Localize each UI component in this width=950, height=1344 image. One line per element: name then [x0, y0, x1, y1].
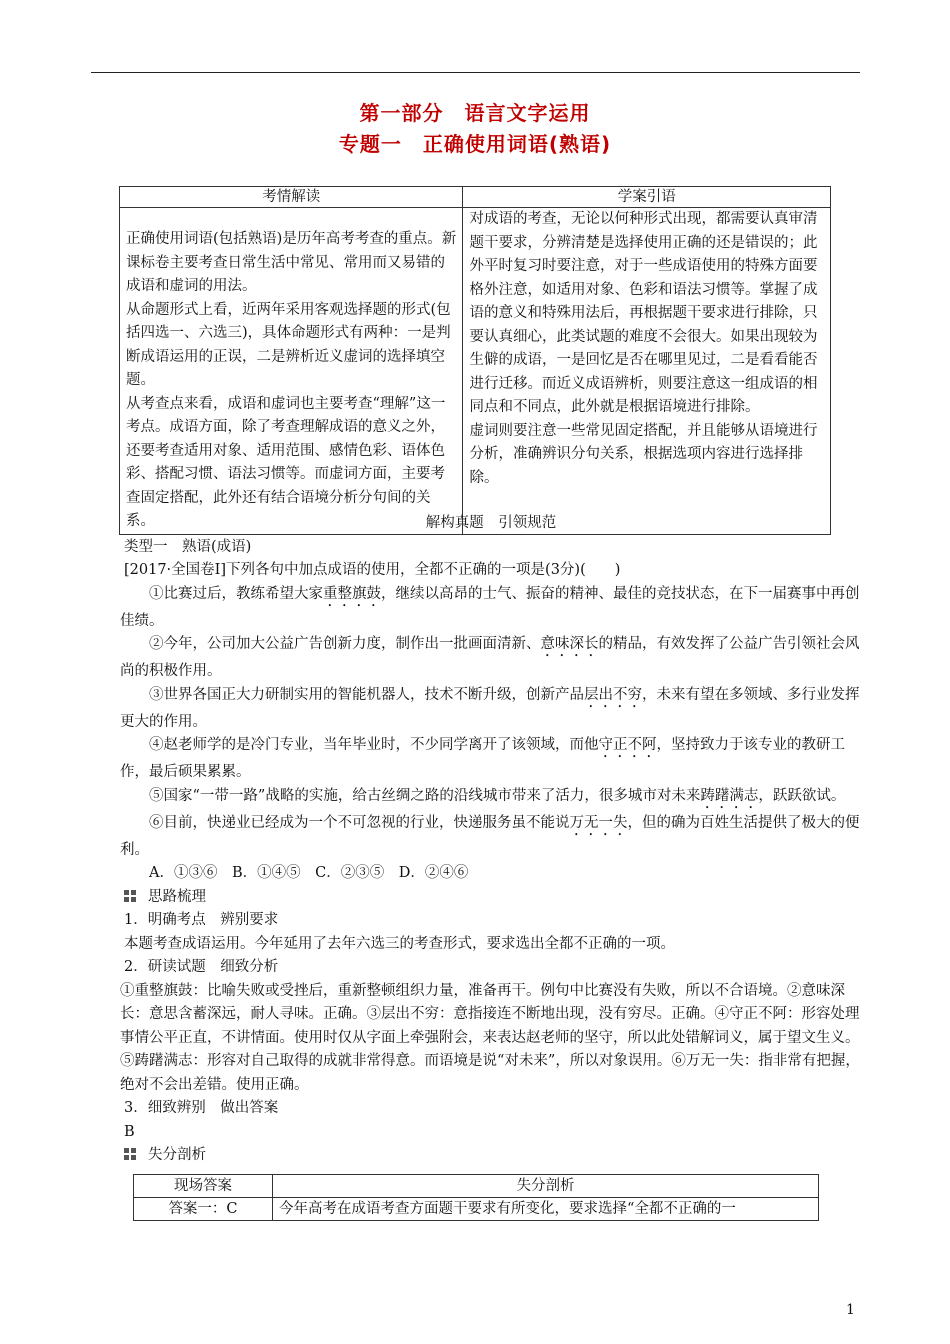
dotted-idiom: 重整旗鼓 [323, 585, 381, 602]
loss-heading [120, 1144, 862, 1168]
question-item [120, 633, 862, 684]
question-item [120, 684, 862, 735]
intro-col2-header: 学案引语 [463, 187, 831, 208]
section-marker-icon [124, 890, 136, 902]
loss-answer-cell: 答案一：C [134, 1198, 273, 1221]
loss-analysis-table [133, 1174, 819, 1221]
dotted-idiom: 意味深长 [540, 636, 599, 652]
step1-text: 本题考查成语运用。今年延用了去年六选三的考查形式，要求选出全都不正确的一项。 [124, 935, 675, 952]
step2-title: 2．研读试题 细致分析 [124, 959, 279, 975]
intro-col2-paragraph: 虚词则要注意一些常见固定搭配，并且能够从语境进行分析，准确辨识分句关系，根据选项内容进行选择排除。 [469, 422, 818, 486]
intro-col1-paragraph: 从命题形式上看，近两年采用客观选择题的形式(包括四选一、六选三)，具体命题形式有两种：一是判断成语运用的正误，二是辨析近义虚词的选择填空题。 [126, 301, 451, 388]
page-number: 1 [846, 1302, 855, 1318]
loss-analysis-cell: 今年高考在成语考查方面题干要求有所变化，要求选择“全都不正确的一 [273, 1198, 819, 1221]
type-label: 类型一 熟语(成语) [124, 538, 252, 555]
step2-text: ①重整旗鼓：比喻失败或受挫后，重新整顿组织力量，准备再干。例句中比赛没有失败，所以不合语境。②意味深长：意思含蓄深远，耐人寻味。正确。③层出不穷：意指接连不断地出现，没有穷尽。正确。④守正不阿：形容处理事情公平正直，不讲情面。使用时仅从字面上牵强附会，来表达赵老师的坚守，所以此处错解词义，属于望文生义。⑤踌躇满志：形容对自己取得的成就非常得意。而语境是说“对未来”，所以对象误用。⑥万无一失：指非常有把握，绝对不会出差错。使用正确。 [120, 982, 860, 1093]
intro-table [119, 186, 831, 535]
question-item [120, 785, 862, 812]
question-item [120, 583, 862, 634]
top-rule [91, 72, 860, 73]
thinking-label: 思路梳理 [148, 888, 206, 905]
intro-col1-paragraph: 正确使用词语(包括熟语)是历年高考考查的重点。新课标卷主要考查日常生活中常见、常用而又易错的成语和虚词的用法。 [126, 231, 457, 294]
loss-label: 失分剖析 [148, 1147, 206, 1163]
item-text: ①比赛过后，教练希望大家 [149, 585, 323, 602]
loss-col2-header: 失分剖析 [273, 1175, 819, 1198]
question-item [120, 812, 862, 863]
intro-col2-paragraph: 对成语的考查，无论以何种形式出现，都需要认真审清题干要求，分辨清楚是选择使用正确的还是错误的；此外平时复习时要注意，对于一些成语使用的特殊方面要格外注意，如适用对象、色彩和语法习惯等。掌握了成语的意义和特殊用法后，再根据题干要求进行排除，只要认真细心，此类试题的难度不会很大。如果出现较为生僻的成语，一是回忆是否在哪里见过，二是看看能否进行迁移。而近义成语辨析，则要注意这一组成语的相同点和不同点，此外就是根据语境进行排除。 [469, 211, 818, 415]
intro-col1-header: 考情解读 [120, 187, 463, 208]
main-body [120, 512, 862, 1168]
item-text: ，继续以高昂的士气、振奋的精神、最佳的竞技状态，在下一届赛事中再创佳绩。 [120, 585, 860, 629]
question-item [120, 734, 862, 785]
step3-title: 3．细致辨别 做出答案 [124, 1100, 279, 1116]
item-text: ，坚持致力于该专业的教研工作，最后硕果累累。 [120, 737, 845, 780]
loss-col1-header: 现场答案 [134, 1175, 273, 1198]
item-text: 的精品，有效发挥了公益广告引领社会风尚的积极作用。 [120, 636, 860, 679]
final-answer: B [124, 1123, 135, 1140]
item-text: ③世界各国正大力研制实用的智能机器人，技术不断升级，创新产品 [149, 686, 584, 703]
item-text: ，未来有望在多领域、多行业发挥更大的作用。 [120, 686, 860, 730]
step1-title: 1．明确考点 辨别要求 [124, 912, 279, 928]
dotted-idiom: 层出不穷 [584, 686, 642, 703]
dotted-idiom: 踌躇满志 [700, 787, 759, 804]
thinking-heading [120, 886, 862, 910]
item-text: ⑥目前，快递业已经成为一个不可忽视的行业，快递服务虽不能说 [149, 814, 570, 831]
intro-col1-cell [120, 208, 463, 535]
section-heading: 解构真题 引领规范 [425, 515, 557, 531]
item-text: ⑤国家“一带一路”战略的实施，给古丝绸之路的沿线城市带来了活力，很多城市对未来 [149, 787, 701, 804]
intro-col1-paragraph: 从考查点来看，成语和虚词也主要考查“理解”这一考点。成语方面，除了考查理解成语的意义之外，还要考查适用对象、适用范围、感情色彩、语体色彩、搭配习惯、语法习惯等。而虚词方面，主要考查固定搭配，此外还有结合语境分析分句间的关系。 [126, 395, 446, 529]
dotted-idiom: 守正不阿 [598, 737, 657, 753]
topic-title: 专题一 正确使用词语(熟语) [338, 132, 612, 156]
question-stem: [2017·全国卷Ⅰ]下列各句中加点成语的使用，全都不正确的一项是(3分)( ) [124, 562, 621, 578]
item-text: ，跃跃欲试。 [758, 787, 846, 804]
part-title: 第一部分 语言文字运用 [359, 101, 591, 125]
item-text: ，但的确为百姓生活提供了极大的便利。 [120, 814, 860, 858]
item-text: ②今年，公司加大公益广告创新力度，制作出一批画面清新、 [149, 636, 541, 652]
dotted-idiom: 万无一失 [569, 814, 628, 831]
intro-col2-cell [463, 208, 831, 535]
answer-options: A．①③⑥ B．①④⑤ C．②③⑤ D．②④⑥ [149, 865, 469, 881]
item-text: ④赵老师学的是冷门专业，当年毕业时，不少同学离开了该领域，而他 [149, 737, 599, 753]
section-marker-icon [124, 1148, 136, 1160]
